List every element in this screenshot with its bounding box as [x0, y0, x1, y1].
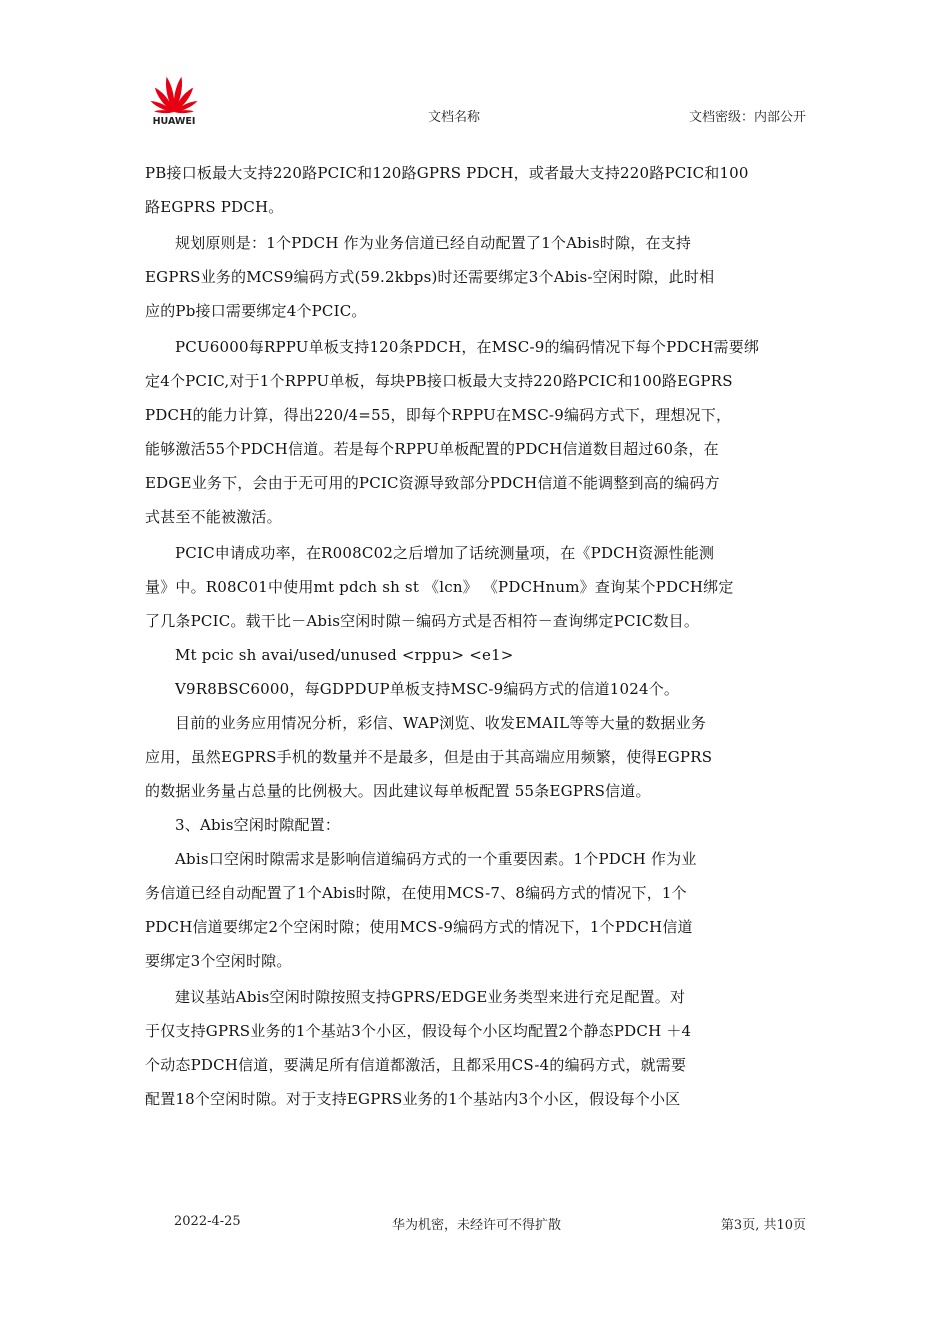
- text-line: V9R8BSC6000，每GDPDUP单板支持MSC-9编码方式的信道1024个。: [175, 680, 680, 698]
- text-line: PCU6000每RPPU单板支持120条PDCH，在MSC-9的编码情况下每个PDCH需要绑: [175, 338, 760, 356]
- text-line: 了几条PCIC。载干比－Abis空闲时隙－编码方式是否相符－查询绑定PCIC数目。: [145, 612, 700, 630]
- text-line: 个动态PDCH信道，要满足所有信道都激活，且都采用CS-4的编码方式，就需要: [145, 1056, 687, 1074]
- text-line: EGPRS业务的MCS9编码方式(59.2kbps)时还需要绑定3个Abis-空闲时隙，此时相: [145, 268, 715, 286]
- text-line: 应的Pb接口需要绑定4个PCIC。: [145, 302, 367, 320]
- text-line: 规划原则是：1个PDCH 作为业务信道已经自动配置了1个Abis时隙，在支持: [175, 234, 692, 252]
- text-line: 要绑定3个空闲时隙。: [145, 952, 292, 970]
- footer-confidential: 华为机密，未经许可不得扩散: [392, 1218, 562, 1233]
- text-line: 应用，虽然EGPRS手机的数量并不是最多，但是由于其高端应用频繁，使得EGPRS: [145, 748, 713, 766]
- text-line: 目前的业务应用情况分析，彩信、WAP浏览、收发EMAIL等等大量的数据业务: [175, 714, 707, 732]
- text-line: 能够激活55个PDCH信道。若是每个RPPU单板配置的PDCH信道数目超过60条，在: [145, 440, 719, 458]
- doc-title: 文档名称: [428, 110, 481, 125]
- huawei-petals-icon: [146, 72, 202, 116]
- text-line: EDGE业务下，会由于无可用的PCIC资源导致部分PDCH信道不能调整到高的编码方: [145, 474, 720, 492]
- text-line: PDCH信道要绑定2个空闲时隙；使用MCS-9编码方式的情况下，1个PDCH信道: [145, 918, 693, 936]
- text-line: 建议基站Abis空闲时隙按照支持GPRS/EDGE业务类型来进行充足配置。对: [175, 988, 686, 1006]
- text-line: 的数据业务量占总量的比例极大。因此建议每单板配置 55条EGPRS信道。: [145, 782, 651, 800]
- text-line: Mt pcic sh avai/used/unused <rppu> <e1>: [175, 646, 514, 664]
- text-line: 配置18个空闲时隙。对于支持EGPRS业务的1个基站内3个小区，假设每个小区: [145, 1090, 681, 1108]
- text-line: PCIC申请成功率，在R008C02之后增加了话统测量项，在《PDCH资源性能测: [175, 544, 715, 562]
- footer-page-number: 第3页, 共10页: [720, 1218, 806, 1233]
- text-line: Abis口空闲时隙需求是影响信道编码方式的一个重要因素。1个PDCH 作为业: [175, 850, 697, 868]
- text-line: 路EGPRS PDCH。: [145, 198, 284, 216]
- text-line: 于仅支持GPRS业务的1个基站3个小区，假设每个小区均配置2个静态PDCH ＋4: [145, 1022, 692, 1040]
- huawei-logo: [146, 72, 202, 130]
- logo-text: HUAWEI: [152, 116, 196, 127]
- text-line: 式甚至不能被激活。: [145, 508, 282, 526]
- section-heading: 3、Abis空闲时隙配置：: [175, 816, 341, 834]
- text-line: PDCH的能力计算，得出220/4=55，即每个RPPU在MSC-9编码方式下，理想况下，: [145, 406, 732, 424]
- text-line: PB接口板最大支持220路PCIC和120路GPRS PDCH，或者最大支持220路PCIC和100: [145, 164, 749, 182]
- text-line: 量》中。R08C01中使用mt pdch sh st 《lcn》 《PDCHnum》查询某个PDCH绑定: [145, 578, 734, 596]
- footer-date: 2022-4-25: [174, 1214, 241, 1229]
- security-level: 文档密级：内部公开: [688, 110, 806, 125]
- text-line: 定4个PCIC,对于1个RPPU单板，每块PB接口板最大支持220路PCIC和100路EGPRS: [145, 372, 733, 390]
- document-body: [145, 156, 807, 1116]
- text-line: 务信道已经自动配置了1个Abis时隙，在使用MCS-7、8编码方式的情况下，1个: [145, 884, 687, 902]
